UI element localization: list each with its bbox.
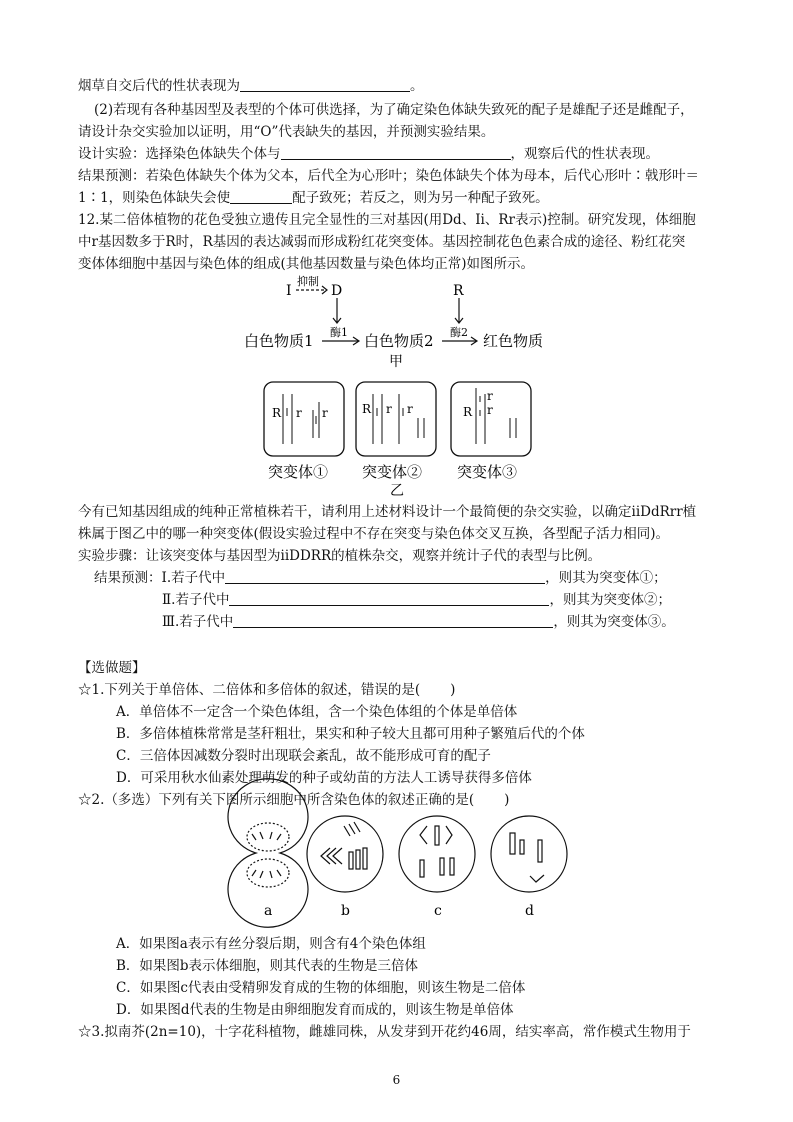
text-segment: 结果预测：Ⅰ.若子代中 (94, 570, 226, 586)
option-d[interactable]: D．如果图d代表的生物是由卵细胞发育而成的，则该生物是单倍体 (116, 1002, 514, 1018)
text-segment: ，则其为突变体②； (549, 592, 671, 608)
text-segment: 。 (410, 78, 424, 94)
text-line: 实验步骤：让该突变体与基因型为iiDDRR的植株杂交，观察并统计子代的表型与比例。 (78, 548, 602, 564)
white-substance-2: 白色物质2 (364, 332, 434, 350)
text-segment: ) (450, 682, 456, 698)
mutant-2-label: 突变体② (362, 463, 423, 481)
gene-r: r (487, 403, 493, 417)
text-line: 12.某二倍体植物的花色受独立遗传且完全显性的三对基因(用Dd、Ii、Rr表示)控制。研究发现，体细胞 (78, 212, 696, 228)
text-segment: ) (504, 792, 510, 808)
option-c[interactable]: C．三倍体因减数分裂时出现联会紊乱，故不能形成可育的配子 (116, 748, 491, 764)
text-line: 今有已知基因组成的纯种正常植株若干，请利用上述材料设计一个最简便的杂交实验，以确定iiDdRrr植 (78, 504, 697, 520)
gene-R: R (362, 402, 372, 416)
text-line: 请设计杂交实验加以证明，用“O”代表缺失的基因，并预测实验结果。 (78, 124, 495, 140)
text-segment: Ⅲ.若子代中 (162, 614, 234, 630)
gene-R: R (272, 406, 282, 420)
text-segment: 1∶1，则染色体缺失会使 (78, 190, 231, 206)
section-heading: 【选做题】 (78, 660, 146, 676)
gene-R: R (463, 405, 473, 419)
page-number: 6 (392, 1073, 401, 1087)
cell-b (307, 816, 383, 892)
option-d[interactable]: D．可采用秋水仙素处理萌发的种子或幼苗的方法人工诱导获得多倍体 (116, 770, 532, 786)
gene-r: r (386, 402, 392, 416)
figure-label-yi: 乙 (390, 483, 404, 499)
option-a[interactable]: A．如果图a表示有丝分裂后期，则含有4个染色体组 (116, 936, 426, 952)
text-line: 株属于图乙中的哪一种突变体(假设实验过程中不存在突变与染色体交叉互换，各型配子活力相同)。 (78, 526, 670, 542)
gene-r: r (407, 402, 413, 416)
cell-c-label: c (434, 903, 442, 919)
text-segment: Ⅱ.若子代中 (162, 592, 230, 608)
option-a[interactable]: A．单倍体不一定含一个染色体组，含一个染色体组的个体是单倍体 (116, 704, 518, 720)
mutant-3-label: 突变体③ (457, 463, 518, 481)
option-b[interactable]: B．多倍体植株常常是茎秆粗壮，果实和种子较大且都可用种子繁殖后代的个体 (116, 726, 585, 742)
gene-d-label: D (331, 283, 343, 299)
gene-i-label: I (286, 283, 292, 299)
cell-c (399, 816, 475, 892)
cell-a-label: a (264, 903, 273, 919)
text-segment: ，则其为突变体③。 (553, 614, 675, 630)
gene-r: r (487, 389, 493, 403)
cell-b-label: b (341, 903, 350, 919)
white-substance-1: 白色物质1 (244, 332, 314, 350)
text-line: (2)若现有各种基因型及表型的个体可供选择，为了确定染色体缺失致死的配子是雄配子还是雌配子， (94, 102, 694, 118)
red-substance: 红色物质 (483, 332, 544, 350)
text-line: 中r基因数多于R时，R基因的表达减弱而形成粉红花突变体。基因控制花色色素合成的途径、粉红花突 (78, 234, 686, 250)
option-c[interactable]: C．如果图c代表由受精卵发育成的生物的体细胞，则该生物是二倍体 (116, 980, 526, 996)
question-3-stem: ☆3.拟南芥(2n=10)，十字花科植物，雌雄同株，从发芽到开花约46周，结实率高，常作模式生物用于 (78, 1024, 691, 1040)
cell-d (491, 816, 567, 892)
text-segment: 烟草自交后代的性状表现为 (78, 78, 240, 94)
text-line: 变体体细胞中基因与染色体的组成(其他基因数量与染色体均正常)如图所示。 (78, 256, 535, 272)
text-segment: 配子致死；若反之，则为另一种配子致死。 (292, 190, 549, 206)
inhibit-label: 抑制 (297, 275, 319, 288)
figure-label-jia: 甲 (389, 354, 403, 370)
text-segment: ，观察后代的性状表现。 (510, 146, 659, 162)
gene-r-label: R (453, 283, 464, 299)
cell-d-label: d (525, 903, 534, 919)
option-b[interactable]: B．如果图b表示体细胞，则其代表的生物是三倍体 (116, 958, 419, 974)
text-segment: ☆1.下列关于单倍体、二倍体和多倍体的叙述，错误的是( (78, 682, 421, 698)
text-segment: ☆2.（多选）下列有关下图所示细胞中所含染色体的叙述正确的是( (78, 792, 475, 808)
enzyme-1-label: 酶1 (330, 326, 348, 339)
mutant-1-label: 突变体① (268, 463, 329, 481)
enzyme-2-label: 酶2 (450, 326, 468, 339)
gene-r: r (296, 406, 302, 420)
text-segment: ，则其为突变体①； (545, 570, 667, 586)
text-segment: 设计实验：选择染色体缺失个体与 (78, 146, 281, 162)
gene-r: r (322, 406, 328, 420)
text-line: 结果预测：若染色体缺失个体为父本，后代全为心形叶；染色体缺失个体为母本，后代心形叶∶戟形叶＝ (78, 168, 699, 184)
